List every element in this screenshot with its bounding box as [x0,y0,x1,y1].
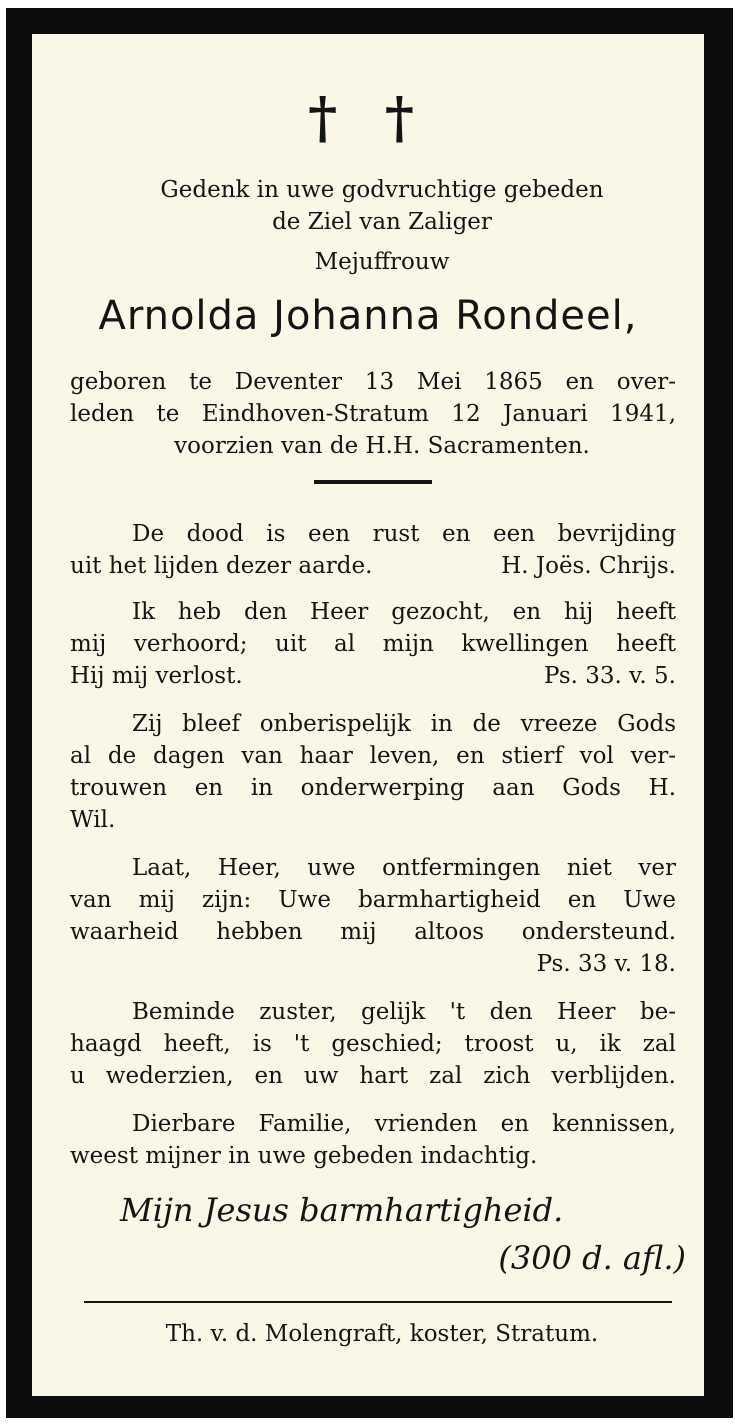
verse1-line-2 [70,550,676,582]
printer-credit: Th. v. d. Molengraft, koster, Stratum. [165,1321,599,1347]
verse1-text: uit het lijden dezer aarde. [70,553,373,579]
header-line-3: Mejuffrouw [314,249,450,275]
divider-short [314,480,432,484]
verse3-line-4: Wil. [70,807,116,833]
verse2-line-3 [70,660,676,692]
birth-line-3: voorzien van de H.H. Sacramenten. [174,433,590,459]
birth-line-1: geboren te Deventer 13 Mei 1865 en over- [70,369,676,395]
verse5-line-3: u wederzien, en uw hart zal zich verblijden. [70,1063,676,1089]
verse5-line-2: haagd heeft, is 't geschied; troost u, ik zal [70,1031,676,1057]
verse3-line-2: al de dagen van haar leven, en stierf vol ver- [70,743,676,769]
header-line-2: de Ziel van Zaliger [272,209,492,235]
verse3-line-3: trouwen en in onderwerping aan Gods H. [70,775,676,801]
verse1-line-1: De dood is een rust en een bevrijding [132,521,676,547]
verse5-line-1: Beminde zuster, gelijk 't den Heer be- [132,999,676,1025]
verse1-citation: H. Joës. Chrijs. [501,553,676,579]
memorial-card [32,34,704,1396]
verse4-citation: Ps. 33 v. 18. [536,951,676,977]
verse6-line-2: weest mijner in uwe gebeden indachtig. [70,1143,538,1169]
prayer-text: Mijn Jesus barmhartigheid. [120,1191,564,1229]
divider-long [84,1301,672,1303]
verse3-line-1: Zij bleef onberispelijk in de vreeze Gods [132,711,676,737]
verse4-line-3: waarheid hebben mij altoos ondersteund. [70,919,676,945]
deceased-name: Arnolda Johanna Rondeel, [98,293,638,339]
verse2-line-2: mij verhoord; uit al mijn kwellingen heeft [70,631,676,657]
verse4-line-2: van mij zijn: Uwe barmhartigheid en Uwe [70,887,676,913]
verse2-text: Hij mij verlost. [70,663,243,689]
indulgence-text: (300 d. afl.) [498,1239,686,1277]
birth-line-2: leden te Eindhoven-Stratum 12 Januari 1941, [70,401,676,427]
verse4-line-1: Laat, Heer, uwe ontfermingen niet ver [132,855,676,881]
double-cross-icon: † † [307,85,429,151]
header-line-1: Gedenk in uwe godvruchtige gebeden [160,177,604,203]
verse2-citation: Ps. 33. v. 5. [543,663,676,689]
verse6-line-1: Dierbare Familie, vrienden en kennissen, [132,1111,676,1137]
verse2-line-1: Ik heb den Heer gezocht, en hij heeft [132,599,676,625]
